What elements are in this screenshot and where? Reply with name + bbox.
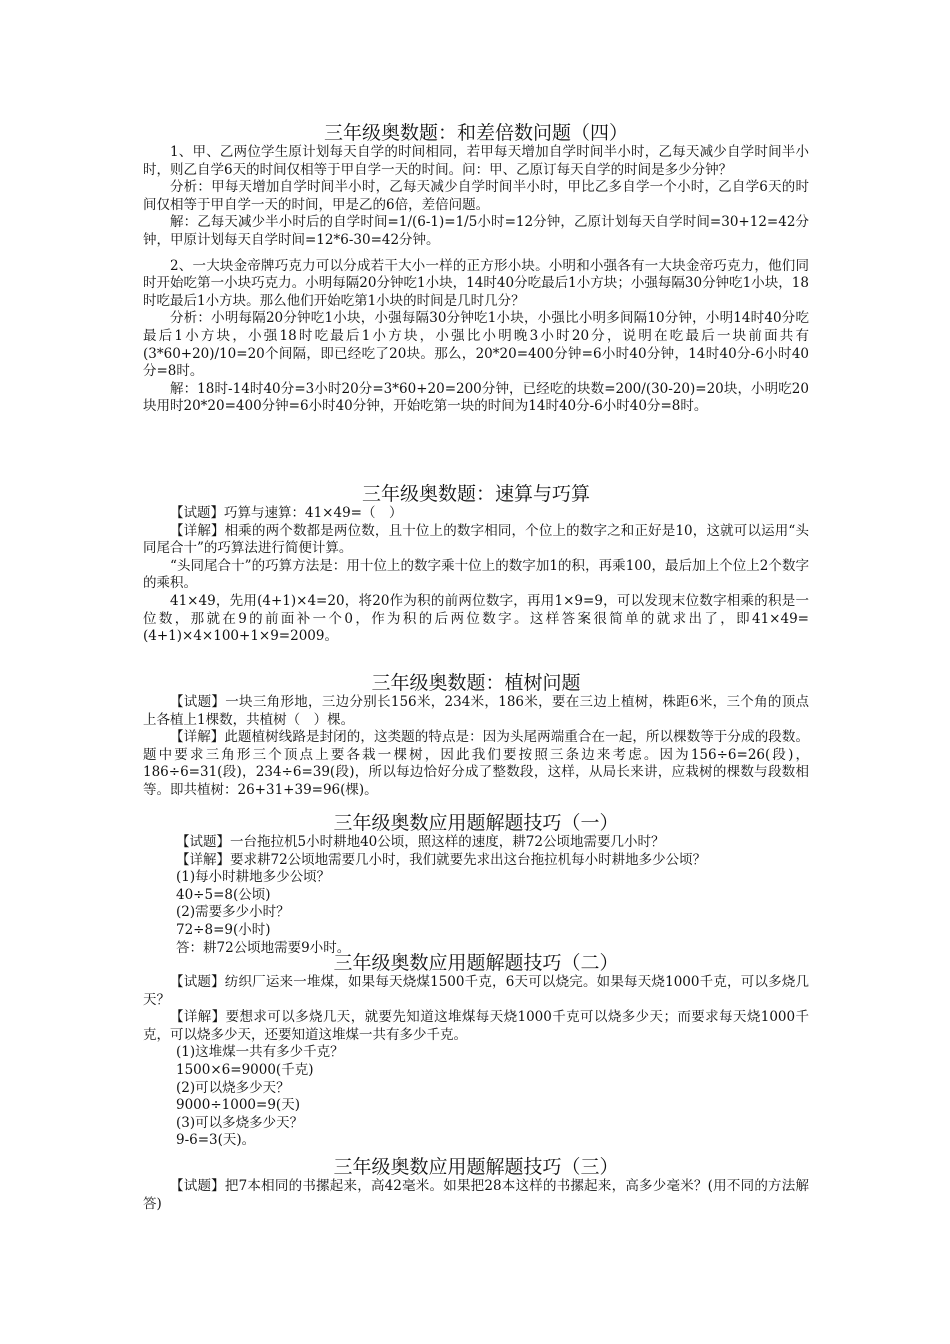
answer: 答：耕72公顷地需要9小时。 bbox=[176, 939, 351, 956]
step: 9000÷1000=9(天) bbox=[176, 1097, 300, 1114]
section-word-problems-1 bbox=[143, 812, 809, 957]
section-title: 三年级奥数应用题解题技巧（三） bbox=[333, 1156, 619, 1178]
explanation: 【详解】要求耕72公顷地需要几小时，我们就要先求出这台拖拉机每小时耕地多少公顷？ bbox=[176, 851, 707, 868]
explanation-2: “头同尾合十”的巧算方法是：用十位上的数字乘十位上的数字加1的积，再乘100，最后加上个位上2个数字的乘积。 bbox=[143, 557, 809, 592]
step: 1500×6=9000(千克) bbox=[176, 1061, 314, 1078]
step: (3)可以多烧多少天？ bbox=[176, 1114, 304, 1131]
problem-1: 1、甲、乙两位学生原计划每天自学的时间相同，若甲每天增加自学时间半小时，乙每天减少自学时间半小时，则乙自学6天的时间仅相等于甲自学一天的时间。问：甲、乙原订每天自学的时间是多少分钟？ bbox=[143, 144, 809, 178]
section-word-problems-3 bbox=[143, 1156, 809, 1213]
question: 【试题】纺织厂运来一堆煤，如果每天烧煤1500千克，6天可以烧完。如果每天烧1000千克，可以多烧几天？ bbox=[143, 974, 809, 1008]
solution-1: 解：乙每天减少半小时后的自学时间=1/(6-1)=1/5小时=12分钟，乙原计划每天自学时间=30+12=42分钟，甲原计划每天自学时间=12*6-30=42分钟。 bbox=[143, 214, 809, 248]
section-quick-calculation bbox=[143, 483, 809, 646]
section-title: 三年级奥数应用题解题技巧（二） bbox=[333, 952, 619, 974]
step: (1)这堆煤一共有多少千克？ bbox=[176, 1044, 344, 1061]
section-sum-difference-multiple bbox=[143, 122, 809, 416]
explanation-3: 41×49，先用(4+1)×4=20，将20作为积的前两位数字，再用1×9=9，可以发现末位数字相乘的积是一位数，那就在9的前面补一个0，作为积的后两位数字。这样答案很简单的就求出了，即41×49=(4+1)×4×100+1×9=2009。 bbox=[143, 592, 809, 645]
analysis-1: 分析：甲每天增加自学时间半小时，乙每天减少自学时间半小时，甲比乙多自学一个小时，乙自学6天的时间仅相等于甲自学一天的时间，甲是乙的6倍，差倍问题。 bbox=[143, 179, 809, 213]
explanation-1: 【详解】相乘的两个数都是两位数，且十位上的数字相同，个位上的数字之和正好是10，这就可以运用“头同尾合十”的巧算法进行简便计算。 bbox=[143, 522, 809, 557]
section-word-problems-2 bbox=[143, 952, 809, 1150]
step: (2)可以烧多少天？ bbox=[176, 1079, 290, 1096]
analysis-2: 分析：小明每隔20分钟吃1小块，小强每隔30分钟吃1小块，小强比小明多间隔10分钟，小明14时40分吃最后1小方块，小强18时吃最后1小方块，小强比小明晚3小时20分，说明在吃最后一块前面共有(3*60+20)/10=20个间隔，即已经吃了20块。那么，20*20=400分钟=6小时40分钟，14时40分-6小时40分=8时。 bbox=[143, 310, 809, 380]
answer: 9-6=3(天)。 bbox=[176, 1132, 256, 1149]
solution-2: 解：18时-14时40分=3小时20分=3*60+20=200分钟，已经吃的块数=200/(30-20)=20块，小明吃20块用时20*20=400分钟=6小时40分钟，开始吃第一块的时间为14时40分-6小时40分=8时。 bbox=[143, 380, 809, 415]
question: 【试题】一块三角形地，三边分别长156米，234米，186米，要在三边上植树，株距6米，三个角的顶点上各植上1棵数，共植树（ ）棵。 bbox=[143, 694, 809, 728]
step: (1)每小时耕地多少公顷？ bbox=[176, 869, 331, 886]
explanation: 【详解】要想求可以多烧几天，就要先知道这堆煤每天烧1000千克可以烧多少天；而要求每天烧1000千克，可以烧多少天，还要知道这堆煤一共有多少千克。 bbox=[143, 1009, 809, 1043]
spacer bbox=[143, 250, 809, 258]
question: 【试题】把7本相同的书摞起来，高42毫米。如果把28本这样的书摞起来，高多少毫米？(用不同的方法解答) bbox=[143, 1178, 809, 1212]
section-tree-planting bbox=[143, 672, 809, 800]
question: 【试题】巧算与速算：41×49=（ ） bbox=[170, 505, 403, 521]
section-title: 三年级奥数应用题解题技巧（一） bbox=[333, 812, 619, 834]
section-title: 三年级奥数题：速算与巧算 bbox=[361, 483, 590, 505]
question: 【试题】一台拖拉机5小时耕地40公顷，照这样的速度，耕72公顷地需要几小时？ bbox=[176, 834, 665, 850]
problem-2: 2、一大块金帝牌巧克力可以分成若干大小一样的正方形小块。小明和小强各有一大块金帝巧克力，他们同时开始吃第一小块巧克力。小明每隔20分钟吃1小块，14时40分吃最后1小方块；小强每隔30分钟吃1小块，18时吃最后1小方块。那么他们开始吃第1小块的时间是几时几分？ bbox=[143, 257, 809, 309]
step: 40÷5=8(公顷) bbox=[176, 886, 271, 903]
section-title: 三年级奥数题：植树问题 bbox=[371, 672, 581, 694]
section-title: 三年级奥数题：和差倍数问题（四） bbox=[323, 122, 628, 144]
explanation: 【详解】此题植树线路是封闭的，这类题的特点是：因为头尾两端重合在一起，所以棵数等于分成的段数。题中要求三角形三个顶点上要各栽一棵树，因此我们要按照三条边来考虑。因为156÷6=26(段)，186÷6=31(段)，234÷6=39(段)，所以每边恰好分成了整数段，这样，从局长来讲，应栽树的棵数与段数相等。即共植树：26+31+39=96(棵)。 bbox=[143, 729, 809, 798]
step: 72÷8=9(小时) bbox=[176, 921, 271, 938]
step: (2)需要多少小时？ bbox=[176, 904, 290, 921]
